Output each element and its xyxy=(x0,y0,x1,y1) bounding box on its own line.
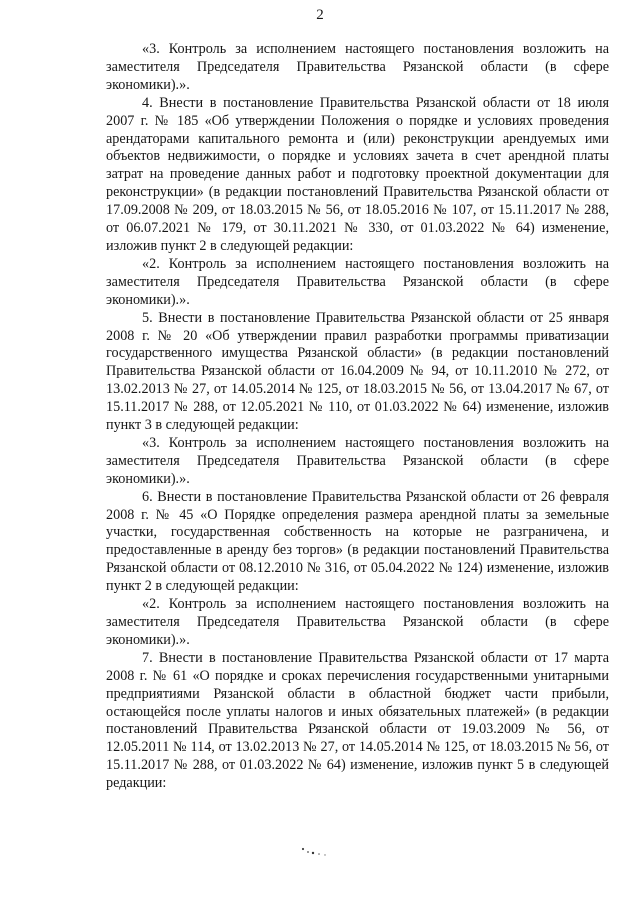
paragraph-clause-6: 6. Внести в постановление Правительства Рязанской области от 26 февраля 2008 г. № 45 «О Порядке определения размера арендной платы за земельные участки, государственная собственность на которые не разграничена, и предоставленные в аренду без торгов» (в редакции постановлений Правительства Рязанской области от 08.12.2010 № 316, от 05.04.2022 № 124) изменение, изложив пункт 2 в следующей редакции: xyxy=(106,488,609,595)
paragraph-item-2-quote: «2. Контроль за исполнением настоящего постановления возложить на заместителя Председателя Правительства Рязанской области (в сфере экономики).». xyxy=(106,255,609,308)
document-body xyxy=(106,41,609,793)
paragraph-clause-4: 4. Внести в постановление Правительства Рязанской области от 18 июля 2007 г. № 185 «Об утверждении Положения о порядке и условиях проведения арендаторами капитального ремонта и (или) реконструкции арендуемых ими объектов недвижимости, о порядке и условиях зачета в счет арендной платы затрат на проведение данных работ и подготовку проектной документации для реконструкции» (в редакции постановлений Правительства Рязанской области от 17.09.2008 № 209, от 18.03.2015 № 56, от 18.05.2016 № 107, от 15.11.2017 № 288, от 06.07.2021 № 179, от 30.11.2021 № 330, от 01.03.2022 № 64) изменение, изложив пункт 2 в следующей редакции: xyxy=(106,94,609,254)
paragraph-clause-5: 5. Внести в постановление Правительства Рязанской области от 25 января 2008 г. № 20 «Об утверждении правил разработки программы приватизации государственного имущества Рязанской области» (в редакции постановлений Правительства Рязанской области от 16.04.2009 № 94, от 10.11.2010 № 272, от 13.02.2013 № 27, от 14.05.2014 № 125, от 18.03.2015 № 56, от 13.04.2017 № 67, от 15.11.2017 № 288, от 12.05.2021 № 110, от 01.03.2022 № 64) изменение, изложив пункт 3 в следующей редакции: xyxy=(106,309,609,434)
paragraph-item-3-quote-second: «3. Контроль за исполнением настоящего постановления возложить на заместителя Председателя Правительства Рязанской области (в сфере экономики).». xyxy=(106,434,609,487)
paragraph-item-3-quote: «3. Контроль за исполнением настоящего постановления возложить на заместителя Председателя Правительства Рязанской области (в сфере экономики).». xyxy=(106,41,609,93)
page-number: 2 xyxy=(316,7,324,23)
paragraph-clause-7: 7. Внести в постановление Правительства Рязанской области от 17 марта 2008 г. № 61 «О порядке и сроках перечисления государственными унитарными предприятиями Рязанской области в областной бюджет части прибыли, остающейся после уплаты налогов и иных обязательных платежей» (в редакции постановлений Правительства Рязанской области от 19.03.2009 № 56, от 12.05.2011 № 114, от 13.02.2013 № 27, от 14.05.2014 № 125, от 18.03.2015 № 56, от 15.11.2017 № 288, от 01.03.2022 № 64) изменение, изложив пункт 5 в следующей редакции: xyxy=(106,649,609,792)
scan-speck-mark xyxy=(300,843,330,863)
paragraph-item-2-quote-second: «2. Контроль за исполнением настоящего постановления возложить на заместителя Председателя Правительства Рязанской области (в сфере экономики).». xyxy=(106,596,609,648)
